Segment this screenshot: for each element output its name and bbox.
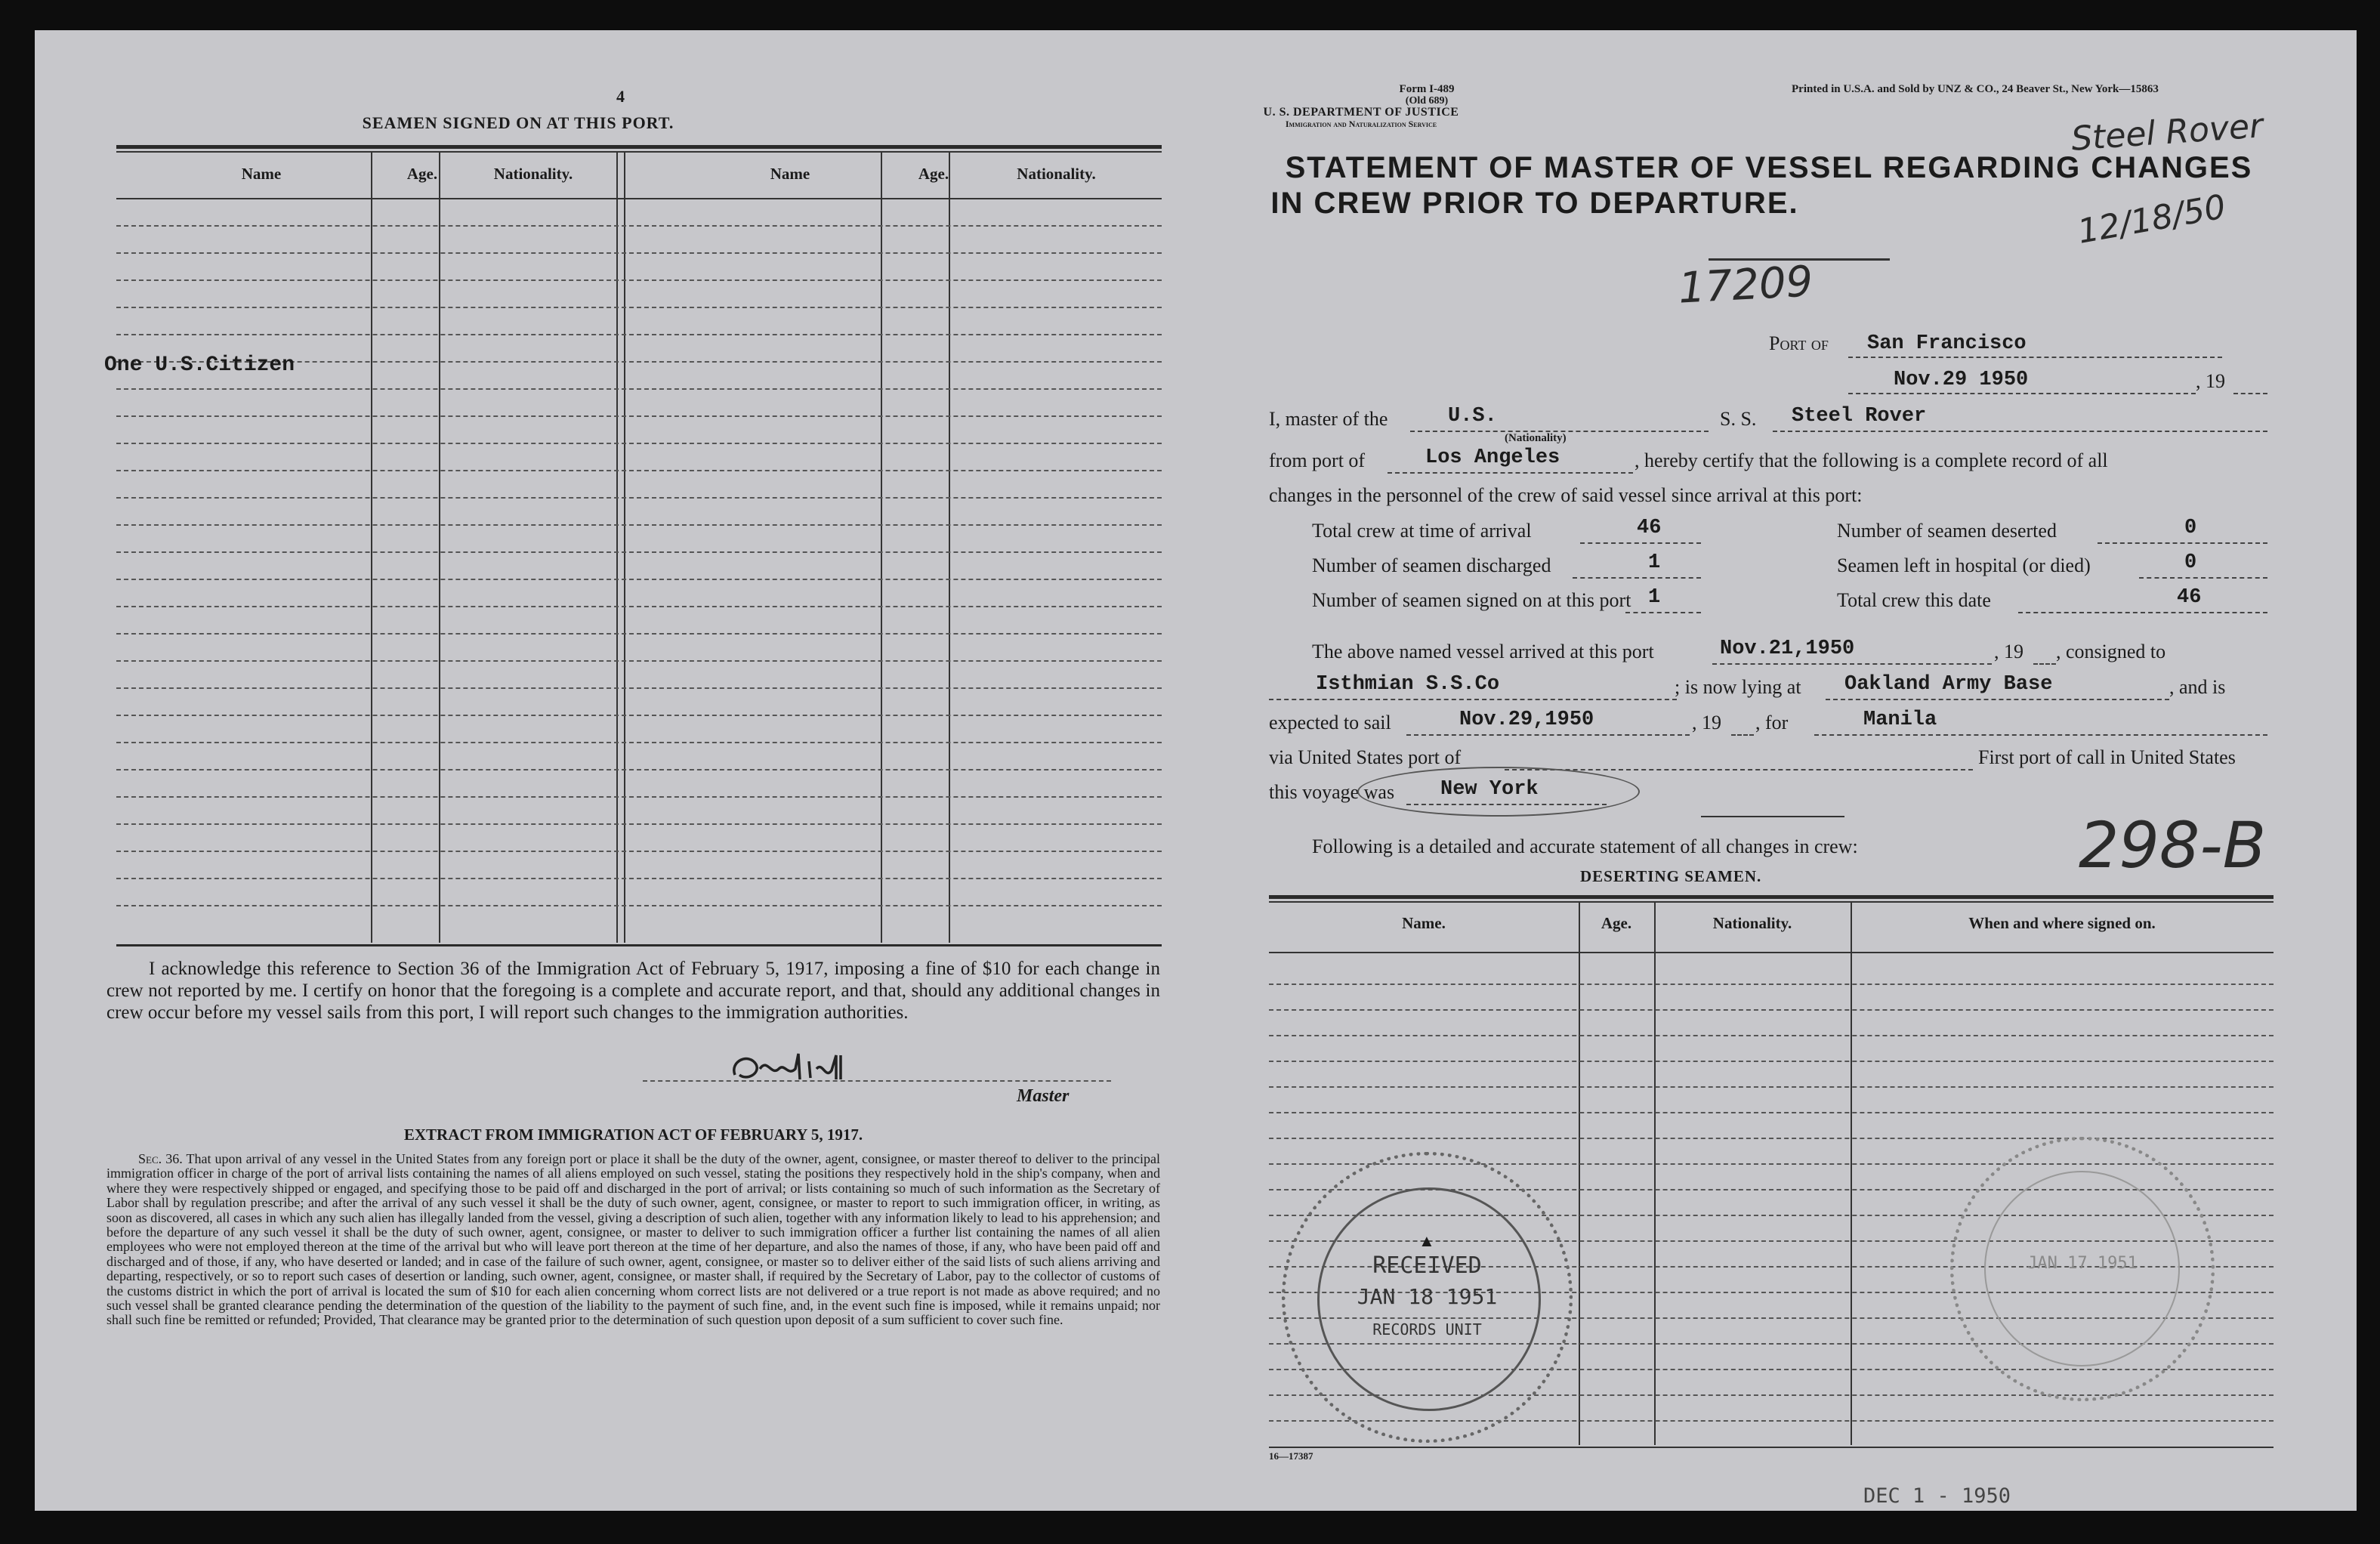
table-row-line <box>116 551 1162 553</box>
certify-text: , hereby certify that the following is a complete record of all <box>1635 449 2108 471</box>
arrived-year-suffix: , 19 <box>1994 641 2023 662</box>
extract-text <box>106 1152 1160 1328</box>
col-nationality-2: Nationality. <box>1017 165 1096 183</box>
nationality-value: U.S. <box>1448 405 1497 428</box>
table-row-line <box>1269 1086 2274 1088</box>
table-row-line <box>116 905 1162 906</box>
lying-label: ; is now lying at <box>1675 676 1801 698</box>
table-row-line <box>116 388 1162 390</box>
deserted-label: Number of seamen deserted <box>1837 520 2057 542</box>
table-row-line <box>116 307 1162 308</box>
table-row-line <box>116 660 1162 662</box>
table-row-line <box>116 415 1162 417</box>
and-is-label: , and is <box>2169 676 2226 698</box>
table-row-line <box>116 796 1162 798</box>
following-text: Following is a detailed and accurate statement of all changes in crew: <box>1312 835 1858 857</box>
received-label: RECEIVED <box>1372 1252 1482 1279</box>
port-label: Port of <box>1769 332 1829 354</box>
table-row-line <box>116 279 1162 281</box>
date-stamp: DEC 1 - 1950 <box>1863 1484 2011 1508</box>
table-row-line <box>116 497 1162 499</box>
table-row-line <box>116 823 1162 825</box>
table-row-line <box>1269 1009 2274 1011</box>
old-form-number: (Old 689) <box>1405 95 1449 107</box>
col-age: Age. <box>1601 914 1632 932</box>
discharged-label: Number of seamen discharged <box>1312 554 1551 576</box>
col-nationality: Nationality. <box>1712 914 1792 932</box>
faint-stamp-date: JAN 17 1951 <box>2027 1254 2138 1273</box>
deserted-value: 0 <box>2184 517 2197 539</box>
title-line-2: IN CREW PRIOR TO DEPARTURE. <box>1270 187 1799 220</box>
form-number: Form I-489 <box>1399 83 1455 95</box>
received-stamp <box>1282 1152 1573 1443</box>
vessel-value: Steel Rover <box>1792 405 1927 428</box>
col-when-where: When and where signed on. <box>1968 914 2156 932</box>
handwritten-file-number: 298-B <box>2079 808 2267 882</box>
handwritten-ship-name: Steel Rover <box>2070 107 2264 159</box>
table-row-line <box>116 769 1162 770</box>
table-row-line <box>116 579 1162 580</box>
total-crew-arrival-value: 46 <box>1637 517 1662 539</box>
table-row-line <box>116 524 1162 526</box>
expected-label: expected to sail <box>1269 712 1391 733</box>
lying-at-value: Oakland Army Base <box>1844 673 2053 696</box>
master-label: Master <box>1017 1086 1070 1106</box>
from-port-value: Los Angeles <box>1425 446 1560 469</box>
this-voyage-label: this voyage was <box>1269 781 1395 803</box>
year-suffix: , 19 <box>2196 370 2225 392</box>
received-date: JAN 18 1951 <box>1357 1284 1498 1309</box>
printer-note: Printed in U.S.A. and Sold by UNZ & CO., 24 Beaver St., New York—15863 <box>1792 83 2159 95</box>
destination-value: Manila <box>1863 709 1937 731</box>
table-row-line <box>116 252 1162 254</box>
sail-date: Nov.29,1950 <box>1459 709 1594 731</box>
table-row-line <box>1269 1035 2274 1036</box>
table-row-line <box>116 878 1162 879</box>
acknowledgement-text: I acknowledge this reference to Section 36 of the Immigration Act of February 5, 1917, imposing a fine of $10 for each change in crew not reported by me. I certify on honor that the foregoing is a complete and accurate report, and that, should any additional changes in crew occur before my vessel sails from this port, I will report such changes to the immigration authorities. <box>106 959 1160 1023</box>
signed-on-entry: One U.S.Citizen <box>104 354 295 377</box>
via-label: via United States port of <box>1269 746 1462 768</box>
ss-label: S. S. <box>1720 408 1757 430</box>
consigned-label: , consigned to <box>2056 641 2166 662</box>
first-port-label: First port of call in United States <box>1978 746 2236 768</box>
extract-body: That upon arrival of any vessel in the United States from any foreign port or place it shall be the duty of the owner, agent, consignee, or master thereof to deliver to the principal immigration officer in charge of the port of arrival lists containing the names of all aliens employed on such vessel, stating the positions they respectively hold in the ship's company, when and where they were respectively shipped or engaged, and specifying those to be paid off and discharged in the port of arrival; or lists containing so much of such information as the Secretary of Labor shall by regulation prescribe; and after the arrival of any such vessel it shall be the duty of such owner, agent, consignee, or master to report to such immigration officer, in writing, as soon as discovered, all cases in which any such alien has illegally landed from the vessel, giving a description of such alien, together with any information likely to lead to his apprehension; and before the departure of any such vessel it shall be the duty of such owner, agent, consignee, or master to deliver to such immigration officer a further list containing the names of all alien employees who were not employed thereon at the time of the arrival but who will leave port thereon at the time of her departure, and also the names of those, if any, who have been paid off and discharged and of those, if any, who have deserted or landed; and in case of the failure of such owner, agent, consignee, or master so to deliver either of the said lists of such aliens arriving and departing, respectively, or so to report such cases of desertion or landing, such owner, agent, consignee, or master shall, if required by the Secretary of Labor, pay to the collector of customs of the customs district in which the port of arrival is located the sum of $10 for each alien concerning whom correct lists are not delivered or a true report is not made as above required; and no such vessel shall be granted clearance pending the determination of the question of the liability to the payment of such fine, and, in the event such fine is imposed, while it remains unpaid; nor shall such fine be remitted or refunded; Provided, That clearance may be granted prior to the determination of such question upon deposit of a sum sufficient to cover such fine. <box>106 1151 1160 1328</box>
table-row-line <box>1269 1112 2274 1113</box>
signed-on-label: Number of seamen signed on at this port <box>1312 589 1631 611</box>
table-row-line <box>1269 1061 2274 1062</box>
col-age-2: Age. <box>918 165 949 183</box>
arrived-label: The above named vessel arrived at this port <box>1312 641 1654 662</box>
arrived-date: Nov.21,1950 <box>1720 638 1855 660</box>
faint-stamp <box>1950 1137 2215 1401</box>
table-row-line <box>116 851 1162 852</box>
table-row-line <box>116 606 1162 607</box>
total-crew-date-value: 46 <box>2177 586 2202 609</box>
table-row-line <box>116 715 1162 716</box>
table-row-line <box>1269 984 2274 985</box>
port-value: San Francisco <box>1867 332 2027 355</box>
table-row-line <box>116 687 1162 689</box>
total-crew-arrival-label: Total crew at time of arrival <box>1312 520 1532 542</box>
table-row-line <box>1269 1138 2274 1139</box>
hospital-value: 0 <box>2184 551 2197 574</box>
right-page <box>1187 30 2357 1511</box>
total-crew-date-label: Total crew this date <box>1837 589 1991 611</box>
form-code: 16—17387 <box>1269 1450 1313 1462</box>
col-name-2: Name <box>770 165 810 183</box>
section-title: SEAMEN SIGNED ON AT THIS PORT. <box>362 113 674 132</box>
arrow-up-icon: ▲ <box>1418 1231 1435 1250</box>
extract-title: EXTRACT FROM IMMIGRATION ACT OF FEBRUARY 5, 1917. <box>403 1126 863 1144</box>
handwritten-date: 12/18/50 <box>2075 187 2229 252</box>
from-port-label: from port of <box>1269 449 1366 471</box>
table-row-line <box>116 225 1162 227</box>
col-name-1: Name <box>241 165 282 183</box>
hospital-label: Seamen left in hospital (or died) <box>1837 554 2091 576</box>
department: U. S. DEPARTMENT OF JUSTICE <box>1263 106 1459 119</box>
table-row-line <box>116 334 1162 335</box>
service: Immigration and Naturalization Service <box>1285 119 1437 129</box>
col-age-1: Age. <box>406 165 438 183</box>
master-signature <box>726 1046 869 1095</box>
page-number: 4 <box>616 87 625 106</box>
table-row-line <box>116 470 1162 471</box>
first-port-value: New York <box>1440 778 1539 801</box>
col-name: Name. <box>1402 914 1446 932</box>
handwritten-number: 17209 <box>1677 257 1814 313</box>
consignee-value: Isthmian S.S.Co <box>1316 673 1500 696</box>
table-row-line <box>116 443 1162 444</box>
date-value: Nov.29 1950 <box>1894 369 2029 391</box>
discharged-value: 1 <box>1648 551 1661 574</box>
sail-year-suffix: , 19 <box>1692 712 1721 733</box>
col-nationality-1: Nationality. <box>493 165 573 183</box>
master-of-label: I, master of the <box>1269 408 1388 430</box>
sec-label: Sec. 36. <box>138 1151 183 1166</box>
for-label: , for <box>1755 712 1789 733</box>
table-row-line <box>116 742 1162 743</box>
deserting-title: DESERTING SEAMEN. <box>1580 867 1762 885</box>
title-line-1: STATEMENT OF MASTER OF VESSEL REGARDING CHANGES <box>1285 151 2253 184</box>
table-row-line <box>116 633 1162 635</box>
nationality-label: (Nationality) <box>1505 432 1567 444</box>
changes-text: changes in the personnel of the crew of said vessel since arrival at this port: <box>1269 484 1863 506</box>
signed-on-value: 1 <box>1648 586 1661 609</box>
left-page <box>35 30 1187 1511</box>
records-unit: RECORDS UNIT <box>1372 1320 1482 1339</box>
